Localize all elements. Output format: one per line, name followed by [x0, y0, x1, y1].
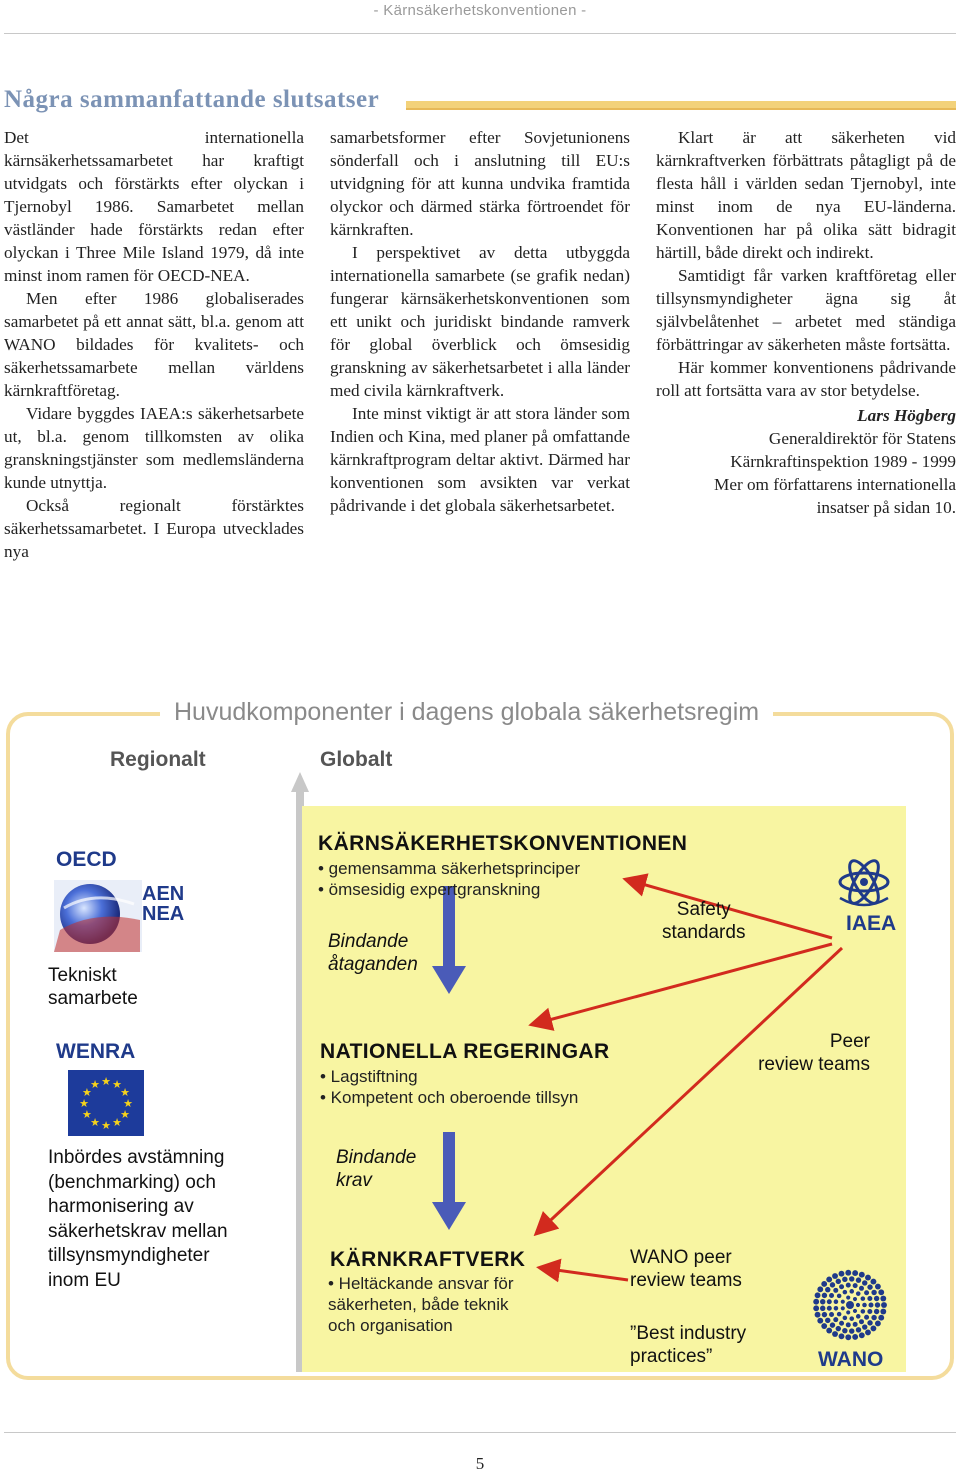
- paragraph: Men efter 1986 globaliserades samarbetet på ett annat sätt, bl.a. genom att WANO bildades för kvalitets- och säkerhetssamarbete mellan världens kärnkraftföretag.: [4, 289, 304, 400]
- convention-heading: KÄRNSÄKERHETSKONVENTIONEN: [318, 832, 688, 855]
- wano-dot: [852, 1334, 858, 1340]
- wano-dot: [829, 1293, 834, 1298]
- wano-dot: [839, 1284, 844, 1289]
- binding-requirements-label: Bindande krav: [336, 1147, 417, 1191]
- nea-logo-text: [142, 884, 184, 924]
- peer-review-label: Peer review teams: [758, 1031, 870, 1075]
- eu-star-icon: ★: [90, 1078, 100, 1091]
- iaea-atom-icon: [834, 854, 894, 910]
- wano-dot: [856, 1327, 861, 1332]
- iaea-arrow-to-plants: [538, 948, 842, 1232]
- nea-label: NEA: [142, 903, 185, 925]
- wano-dot: [849, 1276, 854, 1281]
- wano-dot: [853, 1283, 858, 1288]
- wano-dot: [861, 1296, 866, 1301]
- wano-dot: [832, 1273, 838, 1279]
- wano-dot: [867, 1296, 872, 1301]
- wano-dot: [826, 1328, 832, 1334]
- wano-dot: [846, 1322, 851, 1327]
- eu-star-icon: ★: [101, 1076, 111, 1088]
- wano-dot: [867, 1320, 872, 1325]
- bullet: • Heltäckande ansvar för: [328, 1274, 514, 1293]
- wano-dot: [843, 1290, 848, 1295]
- oecd-label: OECD: [56, 848, 117, 871]
- wano-dot: [830, 1282, 835, 1287]
- wano-dot: [870, 1325, 876, 1331]
- signature-role: Kärnkraftinspektion 1989 - 1999: [730, 452, 956, 471]
- paragraph: Också regionalt förstärktes säkerhetssamarbetet. I Europa utvecklades nya: [4, 496, 304, 561]
- figure-title: Huvudkomponenter i dagens globala säkerhetsregim: [160, 698, 773, 727]
- nea-globe-icon: [54, 880, 142, 952]
- paragraph: Klart är att säkerheten vid kärnkraftverken förbättrats påtagligt på de flesta håll i världen sedan Tjernobyl, inte minst inom de nya EU-länderna. Konventionen har på olika sätt bidragit härtill, både direkt och indirekt.: [656, 128, 956, 262]
- wano-dot: [817, 1318, 823, 1324]
- wano-dot: [862, 1324, 867, 1329]
- wano-dot: [825, 1318, 830, 1323]
- wano-dot: [815, 1312, 821, 1318]
- wano-dot: [862, 1280, 867, 1285]
- wano-dot: [846, 1296, 850, 1300]
- signature-name: Lars Högberg: [857, 406, 956, 425]
- eu-star-icon: ★: [82, 1087, 92, 1099]
- wano-dot: [815, 1292, 821, 1298]
- wano-dot: [856, 1314, 861, 1319]
- text-column-3: [656, 126, 956, 519]
- author-note: Mer om författarens internationella: [714, 475, 956, 494]
- page-number: 5: [475, 1454, 485, 1473]
- wano-dot: [830, 1322, 835, 1327]
- wano-dot: [880, 1296, 886, 1302]
- wano-dot: [859, 1286, 864, 1291]
- wano-dot: [874, 1296, 879, 1301]
- wano-dot: [834, 1306, 839, 1311]
- wano-dot: [839, 1271, 845, 1277]
- wano-dot: [833, 1317, 838, 1322]
- wano-dot: [853, 1297, 857, 1301]
- wano-dot: [864, 1315, 869, 1320]
- wano-dot: [859, 1319, 864, 1324]
- wano-peer-review-label: WANO peer review teams: [630, 1247, 742, 1291]
- signature-role: Generaldirektör för Statens: [768, 429, 956, 448]
- wenra-label: WENRA: [56, 1040, 136, 1063]
- wano-dot: [856, 1303, 860, 1307]
- wano-dot: [871, 1290, 876, 1295]
- paragraph: Samtidigt får varken kraftföretag eller tillsynsmyndigheter ägna sig åt självbelåtenhet – arbetet med ständiga förbättringar av säkerheten måste fortsätta.: [656, 266, 956, 354]
- wano-dot: [822, 1312, 827, 1317]
- wano-dot: [878, 1289, 884, 1295]
- author-note: insatser på sidan 10.: [816, 498, 956, 517]
- down-arrow-2: [432, 1132, 466, 1230]
- eu-star-icon: ★: [123, 1098, 133, 1110]
- regional-column-heading: Regionalt: [110, 748, 206, 771]
- bullet: • gemensamma säkerhetsprinciper: [318, 859, 581, 878]
- wano-dot: [839, 1321, 844, 1326]
- harmonisation-text: Inbördes avstämning (benchmarking) och harmonisering av säkerhetskrav mellan tillsynsmyndigheter inom EU: [48, 1147, 228, 1291]
- text-column-2: [330, 126, 630, 517]
- wano-dot: [864, 1290, 869, 1295]
- wano-dot: [846, 1310, 850, 1314]
- wano-dot: [856, 1291, 861, 1296]
- wano-dot: [821, 1281, 827, 1287]
- wano-dot: [822, 1293, 827, 1298]
- wano-dot: [826, 1277, 832, 1283]
- wano-dot: [821, 1323, 827, 1329]
- wano-dot: [836, 1326, 841, 1331]
- eu-star-icon: ★: [82, 1109, 92, 1121]
- eu-star-icon: ★: [112, 1078, 122, 1091]
- wano-dot: [827, 1306, 832, 1311]
- wano-dot: [829, 1312, 834, 1317]
- wano-dot: [856, 1277, 861, 1282]
- wano-dot: [865, 1329, 871, 1335]
- wano-dot: [841, 1306, 845, 1310]
- best-practices-label: ”Best industry practices”: [630, 1323, 747, 1367]
- paragraph: Det internationella kärnsäkerhetssamarbetet har kraftigt utvidgats och förstärkts efter olyckan i Tjernobyl 1986. Samarbetet mellan västländer hade förstärkts redan efter olyckan i Three Mile Island 1979, då inte minst inom ramen för OECD-NEA.: [4, 128, 304, 285]
- technical-cooperation-label: Tekniskt samarbete: [48, 965, 138, 1009]
- wano-dot: [853, 1322, 858, 1327]
- iaea-arrow-to-governments: [534, 944, 832, 1024]
- wano-dot: [837, 1294, 842, 1299]
- wano-dot: [867, 1284, 872, 1289]
- bullet: säkerheten, både teknik: [328, 1295, 509, 1314]
- wano-dot: [878, 1315, 884, 1321]
- wano-dot: [820, 1299, 825, 1304]
- wano-dot: [875, 1284, 881, 1290]
- wano-dot: [865, 1275, 871, 1281]
- global-column-heading: Globalt: [320, 748, 393, 771]
- wano-dot: [869, 1303, 874, 1308]
- wano-dot: [880, 1309, 886, 1315]
- wano-dot: [843, 1316, 848, 1321]
- bullet: och organisation: [328, 1316, 453, 1335]
- text-column-1: [4, 126, 304, 563]
- iaea-label: IAEA: [846, 912, 897, 935]
- wano-dot: [817, 1286, 823, 1292]
- wano-dot: [845, 1270, 851, 1276]
- paragraph: I perspektivet av detta utbyggda internationella samarbete (se grafik nedan) fungerar kärnsäkerhetskonventionen som ett unikt och juridiskt bindande ramverk för global överblick och ömsesidig granskning av säkerhetsarbetet i alla länder med civila kärnkraftverk.: [330, 243, 630, 400]
- plants-bullets: [328, 1273, 514, 1336]
- wano-dot: [833, 1288, 838, 1293]
- wano-dot: [836, 1279, 841, 1284]
- wano-dot: [837, 1312, 842, 1317]
- wano-dot: [853, 1309, 857, 1313]
- wano-dot: [813, 1305, 819, 1311]
- wano-dot: [820, 1306, 825, 1311]
- wano-dot: [834, 1299, 839, 1304]
- wano-dot: [859, 1332, 865, 1338]
- wano-dot: [839, 1333, 845, 1339]
- governments-bullets: [320, 1066, 578, 1108]
- governments-heading: NATIONELLA REGERINGAR: [320, 1040, 610, 1063]
- section-title: Några sammanfattande slutsatser: [4, 86, 380, 113]
- eu-flag-icon: [68, 1070, 144, 1136]
- wano-dot: [842, 1328, 847, 1333]
- paragraph: Vidare byggdes IAEA:s säkerhetsarbete ut, bl.a. genom tillkomsten av olika granskningstjänster som medlemsländerna kunde utnyttja.: [4, 404, 304, 492]
- wano-dot: [842, 1277, 847, 1282]
- bullet: • ömsesidig expertgranskning: [318, 880, 541, 899]
- header-rule: [4, 33, 956, 34]
- eu-star-icon: ★: [120, 1109, 130, 1121]
- plants-heading: KÄRNKRAFTVERK: [330, 1248, 526, 1271]
- aen-label: AEN: [142, 883, 185, 905]
- wano-dot: [849, 1289, 854, 1294]
- wano-dot: [825, 1287, 830, 1292]
- divider-arrow-head: [291, 772, 309, 792]
- wano-dot: [813, 1299, 819, 1305]
- running-header: - Kärnsäkerhetskonventionen -: [373, 2, 587, 19]
- bullet: • Kompetent och oberoende tillsyn: [320, 1088, 579, 1107]
- eu-star-icon: ★: [101, 1120, 111, 1132]
- wano-arrow-to-plants: [542, 1268, 628, 1280]
- wano-dot: [861, 1309, 866, 1314]
- eu-star-icon: ★: [79, 1098, 89, 1110]
- eu-star-icon: ★: [120, 1087, 130, 1099]
- wano-dot: [849, 1316, 854, 1321]
- convention-bullets: [318, 858, 580, 900]
- eu-star-icon: ★: [112, 1117, 122, 1130]
- wano-dot: [827, 1299, 832, 1304]
- paragraph: samarbetsformer efter Sovjetunionens sönderfall och i anslutning till EU:s utvidgning för att kunna undvika framtida olyckor och därmed stärka förtroendet för kärnkraften.: [330, 128, 630, 239]
- wano-dot: [862, 1303, 867, 1308]
- wano-dot: [849, 1328, 854, 1333]
- wano-globe-icon: [810, 1268, 890, 1342]
- down-arrow-1: [432, 886, 466, 994]
- wano-dot: [875, 1302, 880, 1307]
- paragraph: Här kommer konventionens pådrivande roll att fortsätta vara av stor betydelse.: [656, 358, 956, 400]
- wano-dot: [832, 1331, 838, 1337]
- wano-dot: [875, 1321, 881, 1327]
- paragraph: Inte minst viktigt är att stora länder som Indien och Kina, med planer på omfattande kärnkraftprogram deltar aktivt. Därmed har konventionen som avsikten var verkat pådrivande i det globala säkerhetsarbetet.: [330, 404, 630, 515]
- wano-dot: [845, 1334, 851, 1340]
- eu-star-icon: ★: [90, 1117, 100, 1130]
- bullet: • Lagstiftning: [320, 1067, 418, 1086]
- wano-dot: [867, 1309, 872, 1314]
- title-underline-bar: [406, 101, 956, 110]
- wano-dot: [841, 1300, 845, 1304]
- wano-label: WANO: [818, 1348, 884, 1371]
- safety-standards-label: Safety standards: [662, 899, 746, 943]
- wano-dot: [846, 1283, 851, 1288]
- wano-dot: [874, 1309, 879, 1314]
- footer-rule: [4, 1432, 956, 1433]
- wano-dot: [859, 1272, 865, 1278]
- wano-dot: [871, 1315, 876, 1320]
- wano-dot: [870, 1279, 876, 1285]
- wano-dot: [881, 1302, 887, 1308]
- wano-dot: [852, 1270, 858, 1276]
- binding-commitments-label: Bindande åtaganden: [328, 931, 418, 975]
